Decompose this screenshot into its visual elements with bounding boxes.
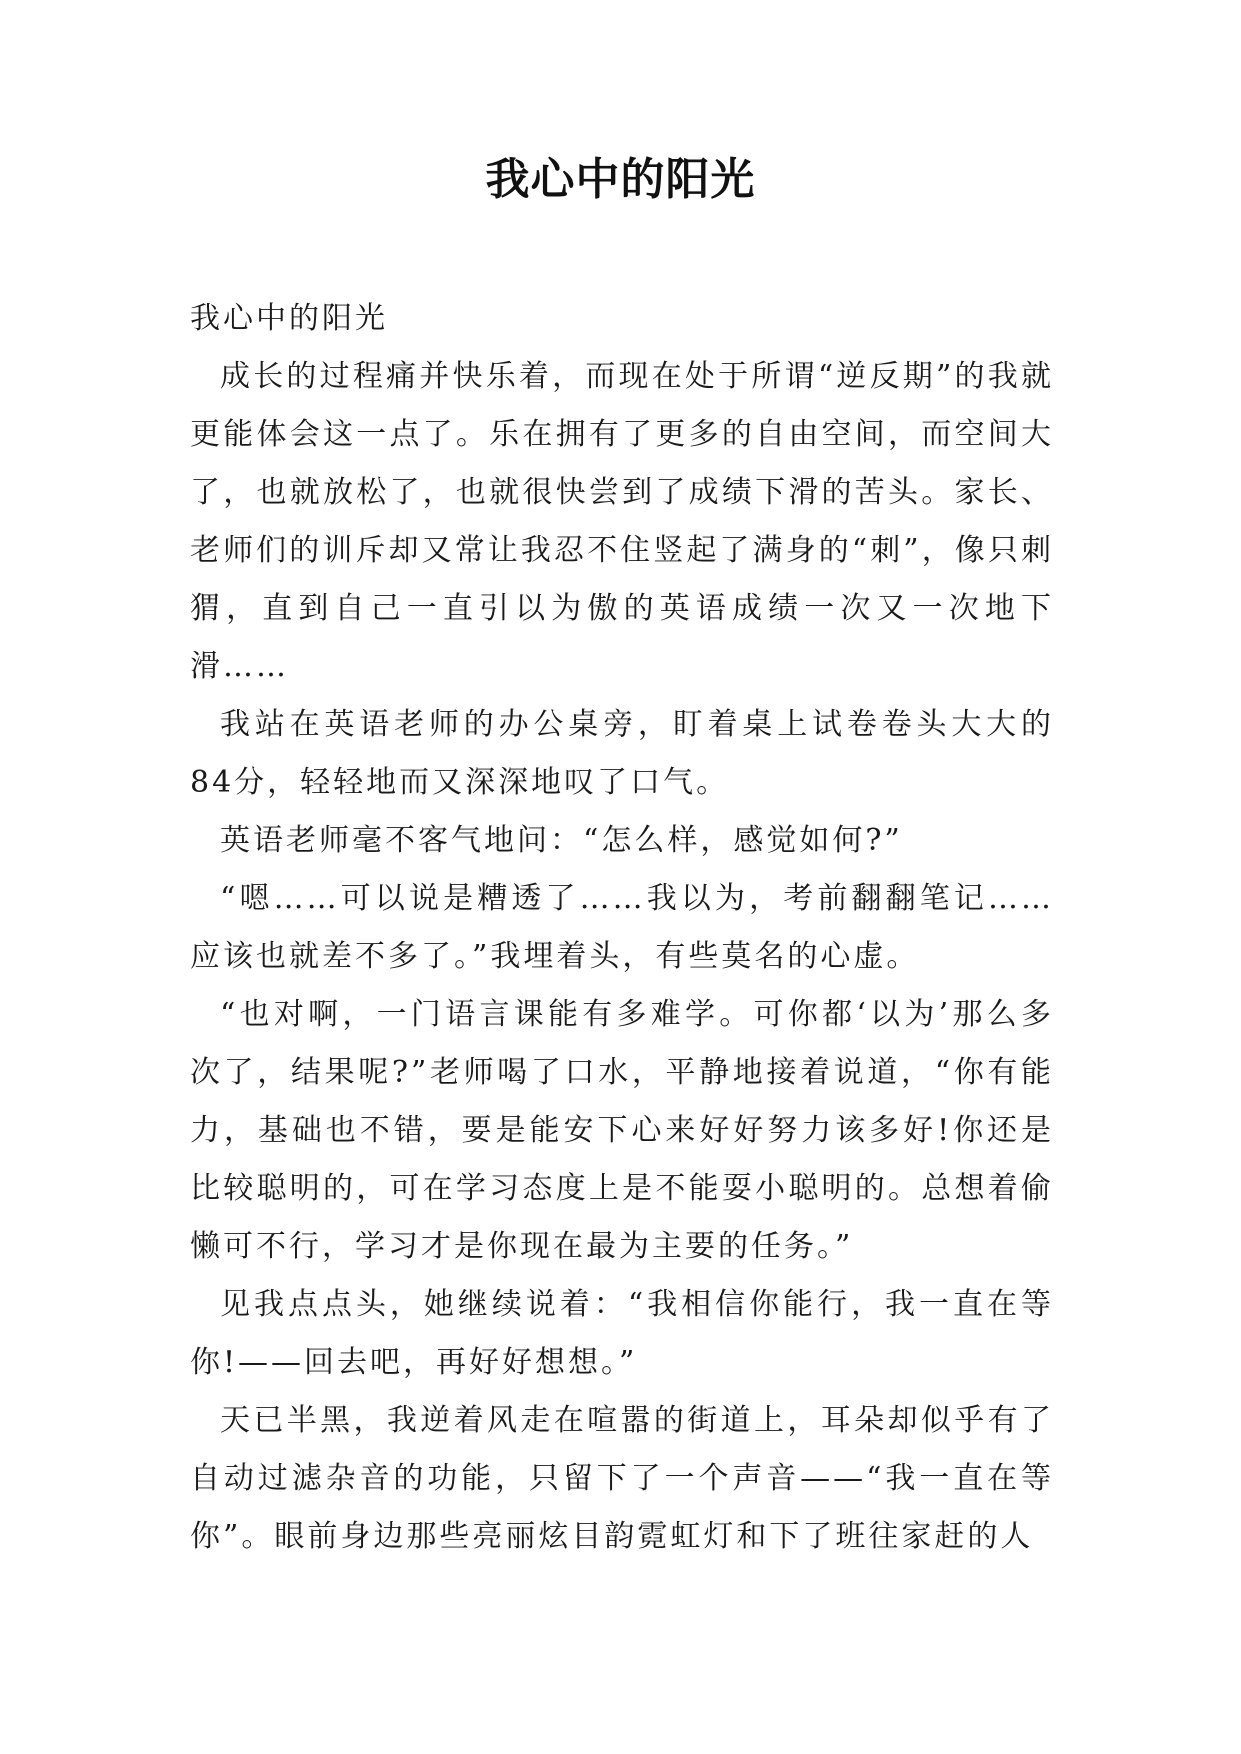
document-title: 我心中的阳光 — [485, 154, 756, 205]
paragraph: 成长的过程痛并快乐着，而现在处于所谓“逆反期”的我就更能体会这一点了。乐在拥有了更多的自由空间，而空间大了，也就放松了，也就很快尝到了成绩下滑的苦头。家长、老师们的训斥却又常让我忍不住竖起了满身的“刺”，像只刺猬，直到自己一直引以为傲的英语成绩一次又一次地下滑…… — [190, 359, 1054, 684]
paragraph: 天已半黑，我逆着风走在喧嚣的街道上，耳朵却似乎有了自动过滤杂音的功能，只留下了一个声音——“我一直在等你”。眼前身边那些亮丽炫目韵霓虹灯和下了班往家赶的人 — [190, 1403, 1054, 1554]
document-body — [190, 290, 1054, 1566]
paragraph: “也对啊，一门语言课能有多难学。可你都‘以为’那么多次了，结果呢?”老师喝了口水，平静地接着说道，“你有能力，基础也不错，要是能安下心来好好努力该多好!你还是比较聪明的，可在学习态度上是不能耍小聪明的。总想着偷懒可不行，学习才是你现在最为主要的任务。” — [190, 997, 1054, 1264]
paragraph: 英语老师毫不客气地问：“怎么样，感觉如何?” — [220, 823, 903, 858]
paragraph: 见我点点头，她继续说着：“我相信你能行，我一直在等你!——回去吧，再好好想想。” — [190, 1287, 1054, 1380]
paragraph: “嗯……可以说是糟透了……我以为，考前翻翻笔记……应该也就差不多了。”我埋着头，有些莫名的心虚。 — [190, 881, 1054, 974]
essay-heading: 我心中的阳光 — [190, 301, 388, 336]
paragraph: 我站在英语老师的办公桌旁，盯着桌上试卷卷头大大的84分，轻轻地而又深深地叹了口气。 — [190, 707, 1054, 800]
